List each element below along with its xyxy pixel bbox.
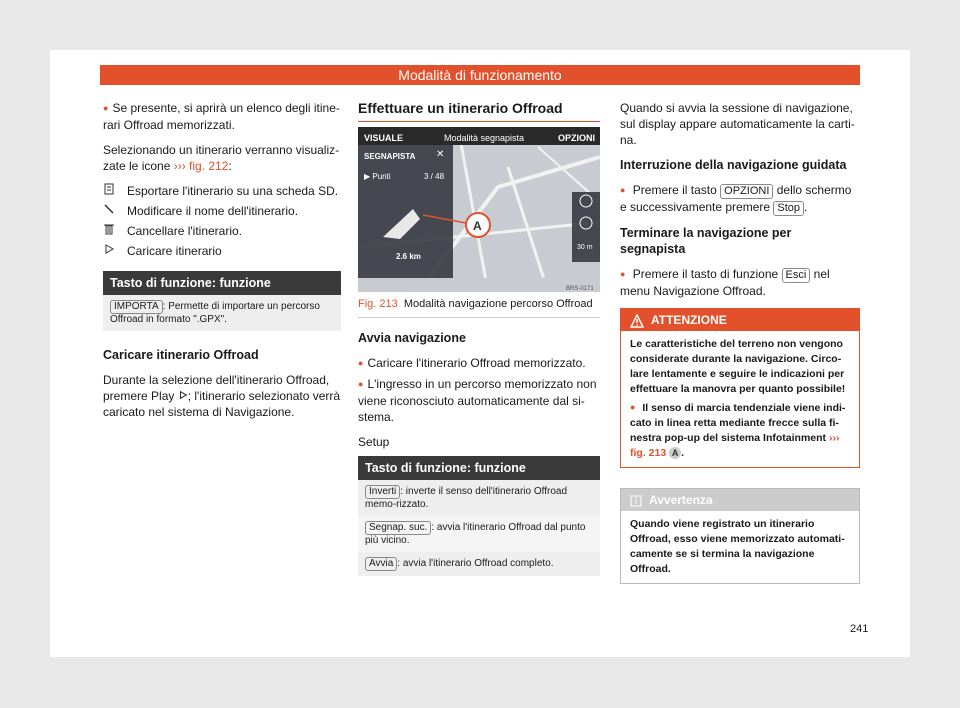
navigation-screenshot (358, 127, 600, 292)
icon-row (103, 223, 341, 239)
intro-paragraph: Selezionando un itinerario verranno visualiz-zate le icone ››› fig. 212: (103, 143, 340, 173)
sd-card-icon (103, 183, 127, 199)
screen-tab-mode: Modalità segnapista (444, 133, 525, 143)
warning-header: ATTENZIONE (621, 309, 859, 331)
fig-label: Fig. 213 (358, 298, 398, 310)
fig-reference-link[interactable]: ››› fig. 212 (173, 159, 229, 173)
screen-tab-opzioni[interactable]: OPZIONI (558, 133, 596, 143)
screen-tab-visuale[interactable]: VISUALE (364, 133, 404, 143)
icon-row-text: Esportare l'itinerario su una scheda SD. (127, 184, 339, 198)
icon-row (103, 203, 341, 219)
stop-key[interactable]: Stop (773, 201, 804, 216)
section-title: Terminare la navigazione per segnapista (620, 226, 792, 256)
setup-label: Setup (358, 435, 390, 449)
function-box-row: Avvia : avvia l'itinerario Offroad completo. (358, 552, 600, 576)
panel-count: 3 / 48 (424, 172, 445, 181)
function-box-row: Segnap. suc. : avvia l'itinerario Offroad dal punto più vicino. (358, 516, 600, 552)
note-body: Quando viene registrato un itinerario Offroad, esso viene memorizzato automati-camente se si termina la navigazione Offroad. (630, 518, 845, 575)
section-title: Interruzione della navigazione guidata (620, 158, 847, 172)
intro-text: Selezionando un itinerario verranno visualiz-zate le icone (103, 143, 340, 173)
panel-title: SEGNAPISTA (364, 152, 416, 161)
function-box-row: IMPORTA : Permette di importare un percorso Offroad in formato ".GPX". (103, 295, 341, 331)
page-header: Modalità di funzionamento (100, 65, 860, 85)
scale-label: 30 m (577, 244, 593, 251)
callout-marker: A (473, 219, 482, 233)
bullet-text: ● Premere il tasto di funzione Esci nel menu Navigazione Offroad. (620, 266, 860, 299)
importa-key[interactable]: IMPORTA (110, 300, 163, 314)
icon-row-text: Caricare itinerario (127, 244, 222, 258)
avvia-title: Avvia navigazione (358, 331, 466, 345)
function-box-title: Tasto di funzione: funzione (103, 271, 341, 295)
section-title: Caricare itinerario Offroad (103, 348, 259, 362)
section-paragraph: Durante la selezione dell'itinerario Offroad, premere Play ; l'itinerario selezionato verrà caricato nel sistema di Navigazione. (103, 373, 341, 419)
avvia-key[interactable]: Avvia (365, 557, 397, 571)
function-box-row: Inverti : inverte il senso dell'itinerario Offroad memo-rizzato. (358, 480, 600, 516)
pencil-icon (103, 203, 127, 219)
close-icon[interactable]: ✕ (436, 149, 445, 160)
warning-box (620, 308, 860, 468)
warning-triangle-icon (630, 309, 644, 331)
panel-item[interactable]: ▶ Punti (364, 172, 391, 181)
bullet-text: ● Caricare l'itinerario Offroad memorizzato. (358, 355, 600, 372)
inverti-key[interactable]: Inverti (365, 485, 400, 499)
bullet-text: ● Se presente, si aprirà un elenco degli itine-rari Offroad memorizzati. (103, 100, 341, 133)
note-header: Avvertenza (621, 489, 859, 511)
callout-marker: A (669, 447, 681, 459)
icon-row (103, 183, 341, 199)
column-3 (620, 100, 860, 584)
column-2 (358, 100, 600, 576)
bullet-text: ● L'ingresso in un percorso memorizzato non viene riconosciuto automaticamente dal si-stema. (358, 376, 600, 425)
image-code: BRS-0171 (566, 286, 594, 292)
info-icon (630, 489, 642, 511)
bullet-text: ● Premere il tasto OPZIONI dello schermo e successivamente premere Stop . (620, 182, 860, 216)
trash-icon (103, 223, 127, 239)
segnap-suc-key[interactable]: Segnap. suc. (365, 521, 431, 535)
esci-key[interactable]: Esci (782, 268, 811, 283)
section-heading: Effettuare un itinerario Offroad (358, 100, 600, 122)
fig-reference-link[interactable]: ››› fig. 213 (630, 432, 840, 459)
icon-row-text: Modificare il nome dell'itinerario. (127, 204, 299, 218)
figure-caption: Fig. 213 Modalità navigazione percorso Offroad (358, 298, 600, 318)
page-number: 241 (850, 623, 869, 635)
opzioni-key[interactable]: OPZIONI (720, 184, 773, 199)
function-box-title: Tasto di funzione: funzione (358, 456, 600, 480)
warning-body: Le caratteristiche del terreno non vengono considerate durante la navigazione. Circo-lare lentamente e seguire le indicazioni per effettuare la manovra per quanto possibile! ● Il senso di marcia tendenziale viene indi-cato in linea retta mediante frecce sulla fi-nestra pop-up del sistema Infotainment ››› fig. 213 A . (621, 331, 859, 467)
column-1 (103, 100, 341, 429)
paragraph: Quando si avvia la sessione di navigazione, sul display appare automaticamente la carti-na. (620, 101, 855, 147)
play-icon (178, 389, 188, 403)
icon-row (103, 243, 341, 259)
note-box (620, 488, 860, 584)
icon-row-text: Cancellare l'itinerario. (127, 224, 243, 238)
distance-label: 2.6 km (396, 252, 421, 261)
play-icon (103, 243, 127, 259)
